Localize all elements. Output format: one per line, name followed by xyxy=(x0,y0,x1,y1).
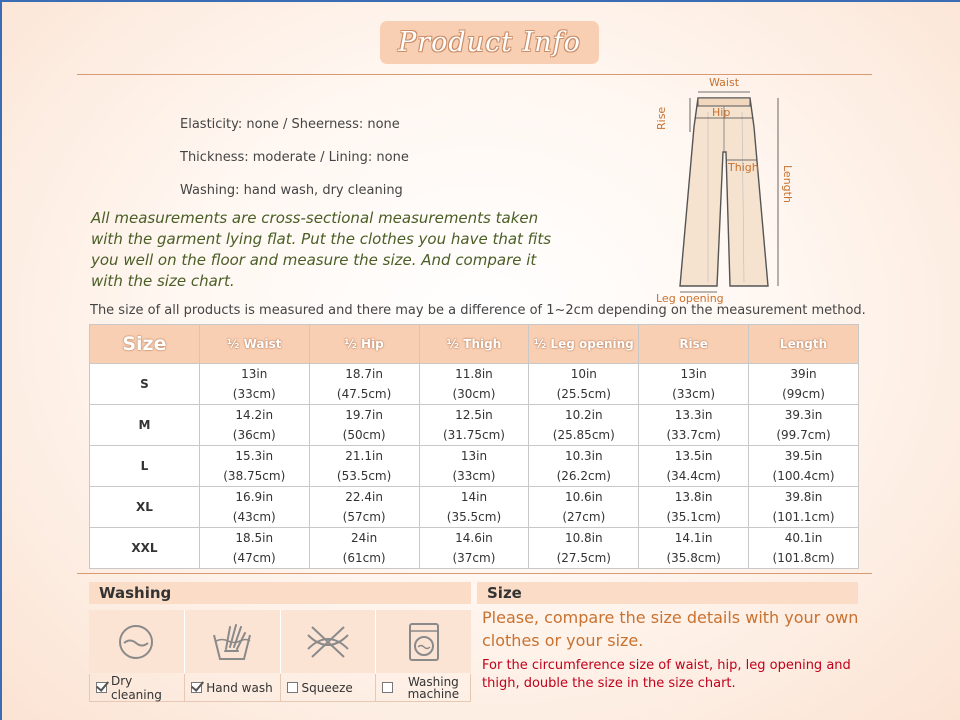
size-cell: S xyxy=(90,364,200,405)
no-wring-icon xyxy=(304,621,352,663)
thigh-label: Thigh xyxy=(728,161,759,174)
length-label: Length xyxy=(781,165,794,203)
washing-option-hand-wash[interactable] xyxy=(185,674,280,702)
table-cell: 39.3in (99.7cm) xyxy=(749,405,859,446)
header-half-hip: ½ Hip xyxy=(309,325,419,364)
measurement-note: All measurements are cross-sectional measurements taken with the garment lying flat. Put the clothes you have that fits you well on the floor and measure the size. And compare it with the size chart. xyxy=(91,209,552,290)
table-row xyxy=(90,405,859,446)
table-cell: 39.8in (101.1cm) xyxy=(749,487,859,528)
table-header-row xyxy=(90,325,859,364)
washing-option-label: Washing machine xyxy=(407,674,460,701)
hand-wash-cell xyxy=(185,610,281,673)
squeeze-cell xyxy=(281,610,377,673)
washing-option-dry-cleaning[interactable] xyxy=(89,674,185,702)
washing-options xyxy=(89,674,471,702)
header-half-leg-opening: ½ Leg opening xyxy=(529,325,639,364)
squeeze-checkbox[interactable] xyxy=(287,682,298,693)
size-heading: Size xyxy=(477,582,858,604)
table-cell: 12.5in (31.75cm) xyxy=(419,405,529,446)
table-cell: 14.2in (36cm) xyxy=(199,405,309,446)
table-cell: 24in (61cm) xyxy=(309,528,419,569)
dry-cleaning-icon xyxy=(112,621,160,663)
table-cell: 13in (33cm) xyxy=(639,364,749,405)
bottom-divider xyxy=(77,573,872,574)
washing-option-label: Squeeze xyxy=(301,680,353,695)
fabric-info-elasticity: Elasticity: none / Sheerness: none xyxy=(180,117,400,132)
fabric-info-thickness: Thickness: moderate / Lining: none xyxy=(180,150,409,165)
size-compare-note: Please, compare the size details with your own clothes or your size. xyxy=(482,608,859,650)
table-cell: 10in (25.5cm) xyxy=(529,364,639,405)
table-cell: 13.3in (33.7cm) xyxy=(639,405,749,446)
washing-option-label: Dry cleaning xyxy=(111,673,162,702)
table-cell: 14.6in (37cm) xyxy=(419,528,529,569)
table-row xyxy=(90,364,859,405)
header-length: Length xyxy=(749,325,859,364)
waistband xyxy=(698,98,750,106)
hand-wash-checkbox[interactable] xyxy=(191,682,202,693)
washing-heading: Washing xyxy=(89,582,471,604)
size-cell: XL xyxy=(90,487,200,528)
table-cell: 10.3in (26.2cm) xyxy=(529,446,639,487)
table-row xyxy=(90,528,859,569)
size-cell: M xyxy=(90,405,200,446)
leg-opening-label: Leg opening xyxy=(656,292,724,305)
dry-cleaning-cell xyxy=(89,610,185,673)
table-cell: 16.9in (43cm) xyxy=(199,487,309,528)
table-cell: 13.5in (34.4cm) xyxy=(639,446,749,487)
table-cell: 13.8in (35.1cm) xyxy=(639,487,749,528)
difference-note: The size of all products is measured and there may be a difference of 1~2cm depending on the measurement method. xyxy=(90,303,866,318)
table-cell: 14.1in (35.8cm) xyxy=(639,528,749,569)
size-cell: XXL xyxy=(90,528,200,569)
header-half-waist: ½ Waist xyxy=(199,325,309,364)
table-cell: 39in (99cm) xyxy=(749,364,859,405)
table-cell: 13in (33cm) xyxy=(419,446,529,487)
dry-cleaning-checkbox[interactable] xyxy=(96,682,107,693)
header-half-thigh: ½ Thigh xyxy=(419,325,529,364)
table-row xyxy=(90,446,859,487)
table-cell: 21.1in (53.5cm) xyxy=(309,446,419,487)
table-cell: 10.8in (27.5cm) xyxy=(529,528,639,569)
washing-option-squeeze[interactable] xyxy=(281,674,376,702)
table-row xyxy=(90,487,859,528)
table-cell: 19.7in (50cm) xyxy=(309,405,419,446)
table-cell: 15.3in (38.75cm) xyxy=(199,446,309,487)
washing-option-label: Hand wash xyxy=(206,680,273,695)
table-cell: 10.2in (25.85cm) xyxy=(529,405,639,446)
hand-wash-icon xyxy=(208,621,256,663)
size-chart-table xyxy=(89,324,859,569)
pants-diagram xyxy=(650,72,810,312)
fabric-info-washing: Washing: hand wash, dry cleaning xyxy=(180,183,403,198)
table-cell: 14in (35.5cm) xyxy=(419,487,529,528)
table-cell: 10.6in (27cm) xyxy=(529,487,639,528)
washing-option-washing-machine[interactable] xyxy=(376,674,471,702)
size-cell: L xyxy=(90,446,200,487)
page-title: Product Info xyxy=(398,27,581,58)
washing-icons-grid xyxy=(89,610,471,673)
rise-label: Rise xyxy=(655,106,668,130)
washing-machine-cell xyxy=(376,610,471,673)
table-cell: 11.8in (30cm) xyxy=(419,364,529,405)
waist-label: Waist xyxy=(709,76,740,89)
title-badge xyxy=(380,21,599,64)
hip-label: Hip xyxy=(712,106,731,119)
header-size: Size xyxy=(90,325,200,364)
table-cell: 39.5in (100.4cm) xyxy=(749,446,859,487)
washing-machine-icon xyxy=(400,621,448,663)
table-cell: 18.5in (47cm) xyxy=(199,528,309,569)
table-cell: 13in (33cm) xyxy=(199,364,309,405)
size-double-note: For the circumference size of waist, hip, leg opening and thigh, double the size in the size chart. xyxy=(482,658,851,691)
table-cell: 18.7in (47.5cm) xyxy=(309,364,419,405)
table-cell: 40.1in (101.8cm) xyxy=(749,528,859,569)
washing-machine-checkbox[interactable] xyxy=(382,682,393,693)
table-cell: 22.4in (57cm) xyxy=(309,487,419,528)
header-rise: Rise xyxy=(639,325,749,364)
